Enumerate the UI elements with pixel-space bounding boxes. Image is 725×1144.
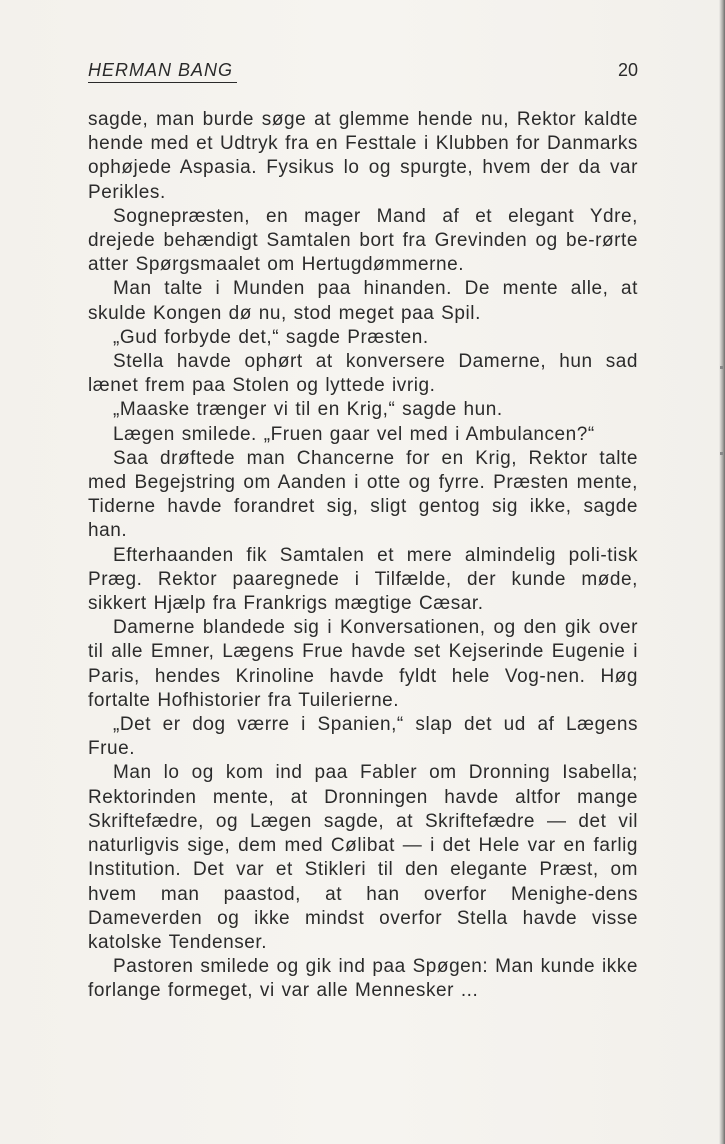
paragraph: Man talte i Munden paa hinanden. De mente alle, at skulde Kongen dø nu, stod meget paa Spil. [88, 278, 638, 324]
paragraph: Efterhaanden fik Samtalen et mere almindelig poli-tisk Præg. Rektor paaregnede i Tilfælde, der kunde møde, sikkert Hjælp fra Frankrigs mægtige Cæsar. [88, 544, 638, 615]
paragraph: „Det er dog værre i Spanien,“ slap det ud af Lægens Frue. [88, 714, 638, 760]
paragraph: Man lo og kom ind paa Fabler om Dronning Isabella; Rektorinden mente, at Dronningen havde altfor mange Skriftefædre, og Lægen sagde, at Skriftefædre — det vil naturligvis sige, dem med Cølibat — i det Hele var en farlig Institution. Det var et Stikleri til den elegante Præst, om hvem man paastod, at han overfor Menighe-dens Dameverden og ikke mindst overfor Stella havde visse katolske Tendenser. [88, 762, 638, 953]
edge-mark [720, 452, 723, 455]
paragraph: Pastoren smilede og gik ind paa Spøgen: Man kunde ikke forlange formeget, vi var alle Mennesker ... [88, 956, 638, 1002]
running-head [88, 60, 638, 84]
paragraph: sagde, man burde søge at glemme hende nu, Rektor kaldte hende med et Udtryk fra en Festtale i Klubben for Danmarks ophøjede Aspasia. Fysikus lo og spurgte, hvem der da var Perikles. [88, 109, 638, 203]
paragraph: Damerne blandede sig i Konversationen, og den gik over til alle Emner, Lægens Frue havde set Kejserinde Eugenie i Paris, hendes Krinoline havde fyldt hele Vog-nen. Høg fortalte Hofhistorier fra Tuilerierne. [88, 617, 638, 711]
page-edge-shadow [719, 0, 725, 1144]
paragraph: Saa drøftede man Chancerne for en Krig, Rektor talte med Begejstring om Aanden i otte og fyrre. Præsten mente, Tiderne havde forandret sig, sligt gentog sig ikke, sagde han. [88, 447, 638, 542]
paragraph: Stella havde ophørt at konversere Damerne, hun sad lænet frem paa Stolen og lyttede ivrig. [88, 351, 638, 397]
paragraph: „Maaske trænger vi til en Krig,“ sagde hun. [113, 399, 503, 421]
page-number: 20 [617, 60, 638, 80]
edge-mark [720, 366, 723, 369]
paragraph: „Gud forbyde det,“ sagde Præsten. [113, 326, 429, 348]
paragraph: Sognepræsten, en mager Mand af et elegant Ydre, drejede behændigt Samtalen bort fra Grevinden og be-rørte atter Spørgsmaalet om Hertugdømmerne. [88, 205, 638, 276]
running-head-author: HERMAN BANG [88, 60, 237, 83]
paragraph: Lægen smilede. „Fruen gaar vel med i Ambulancen?“ [113, 423, 595, 445]
body-text [88, 108, 638, 1004]
